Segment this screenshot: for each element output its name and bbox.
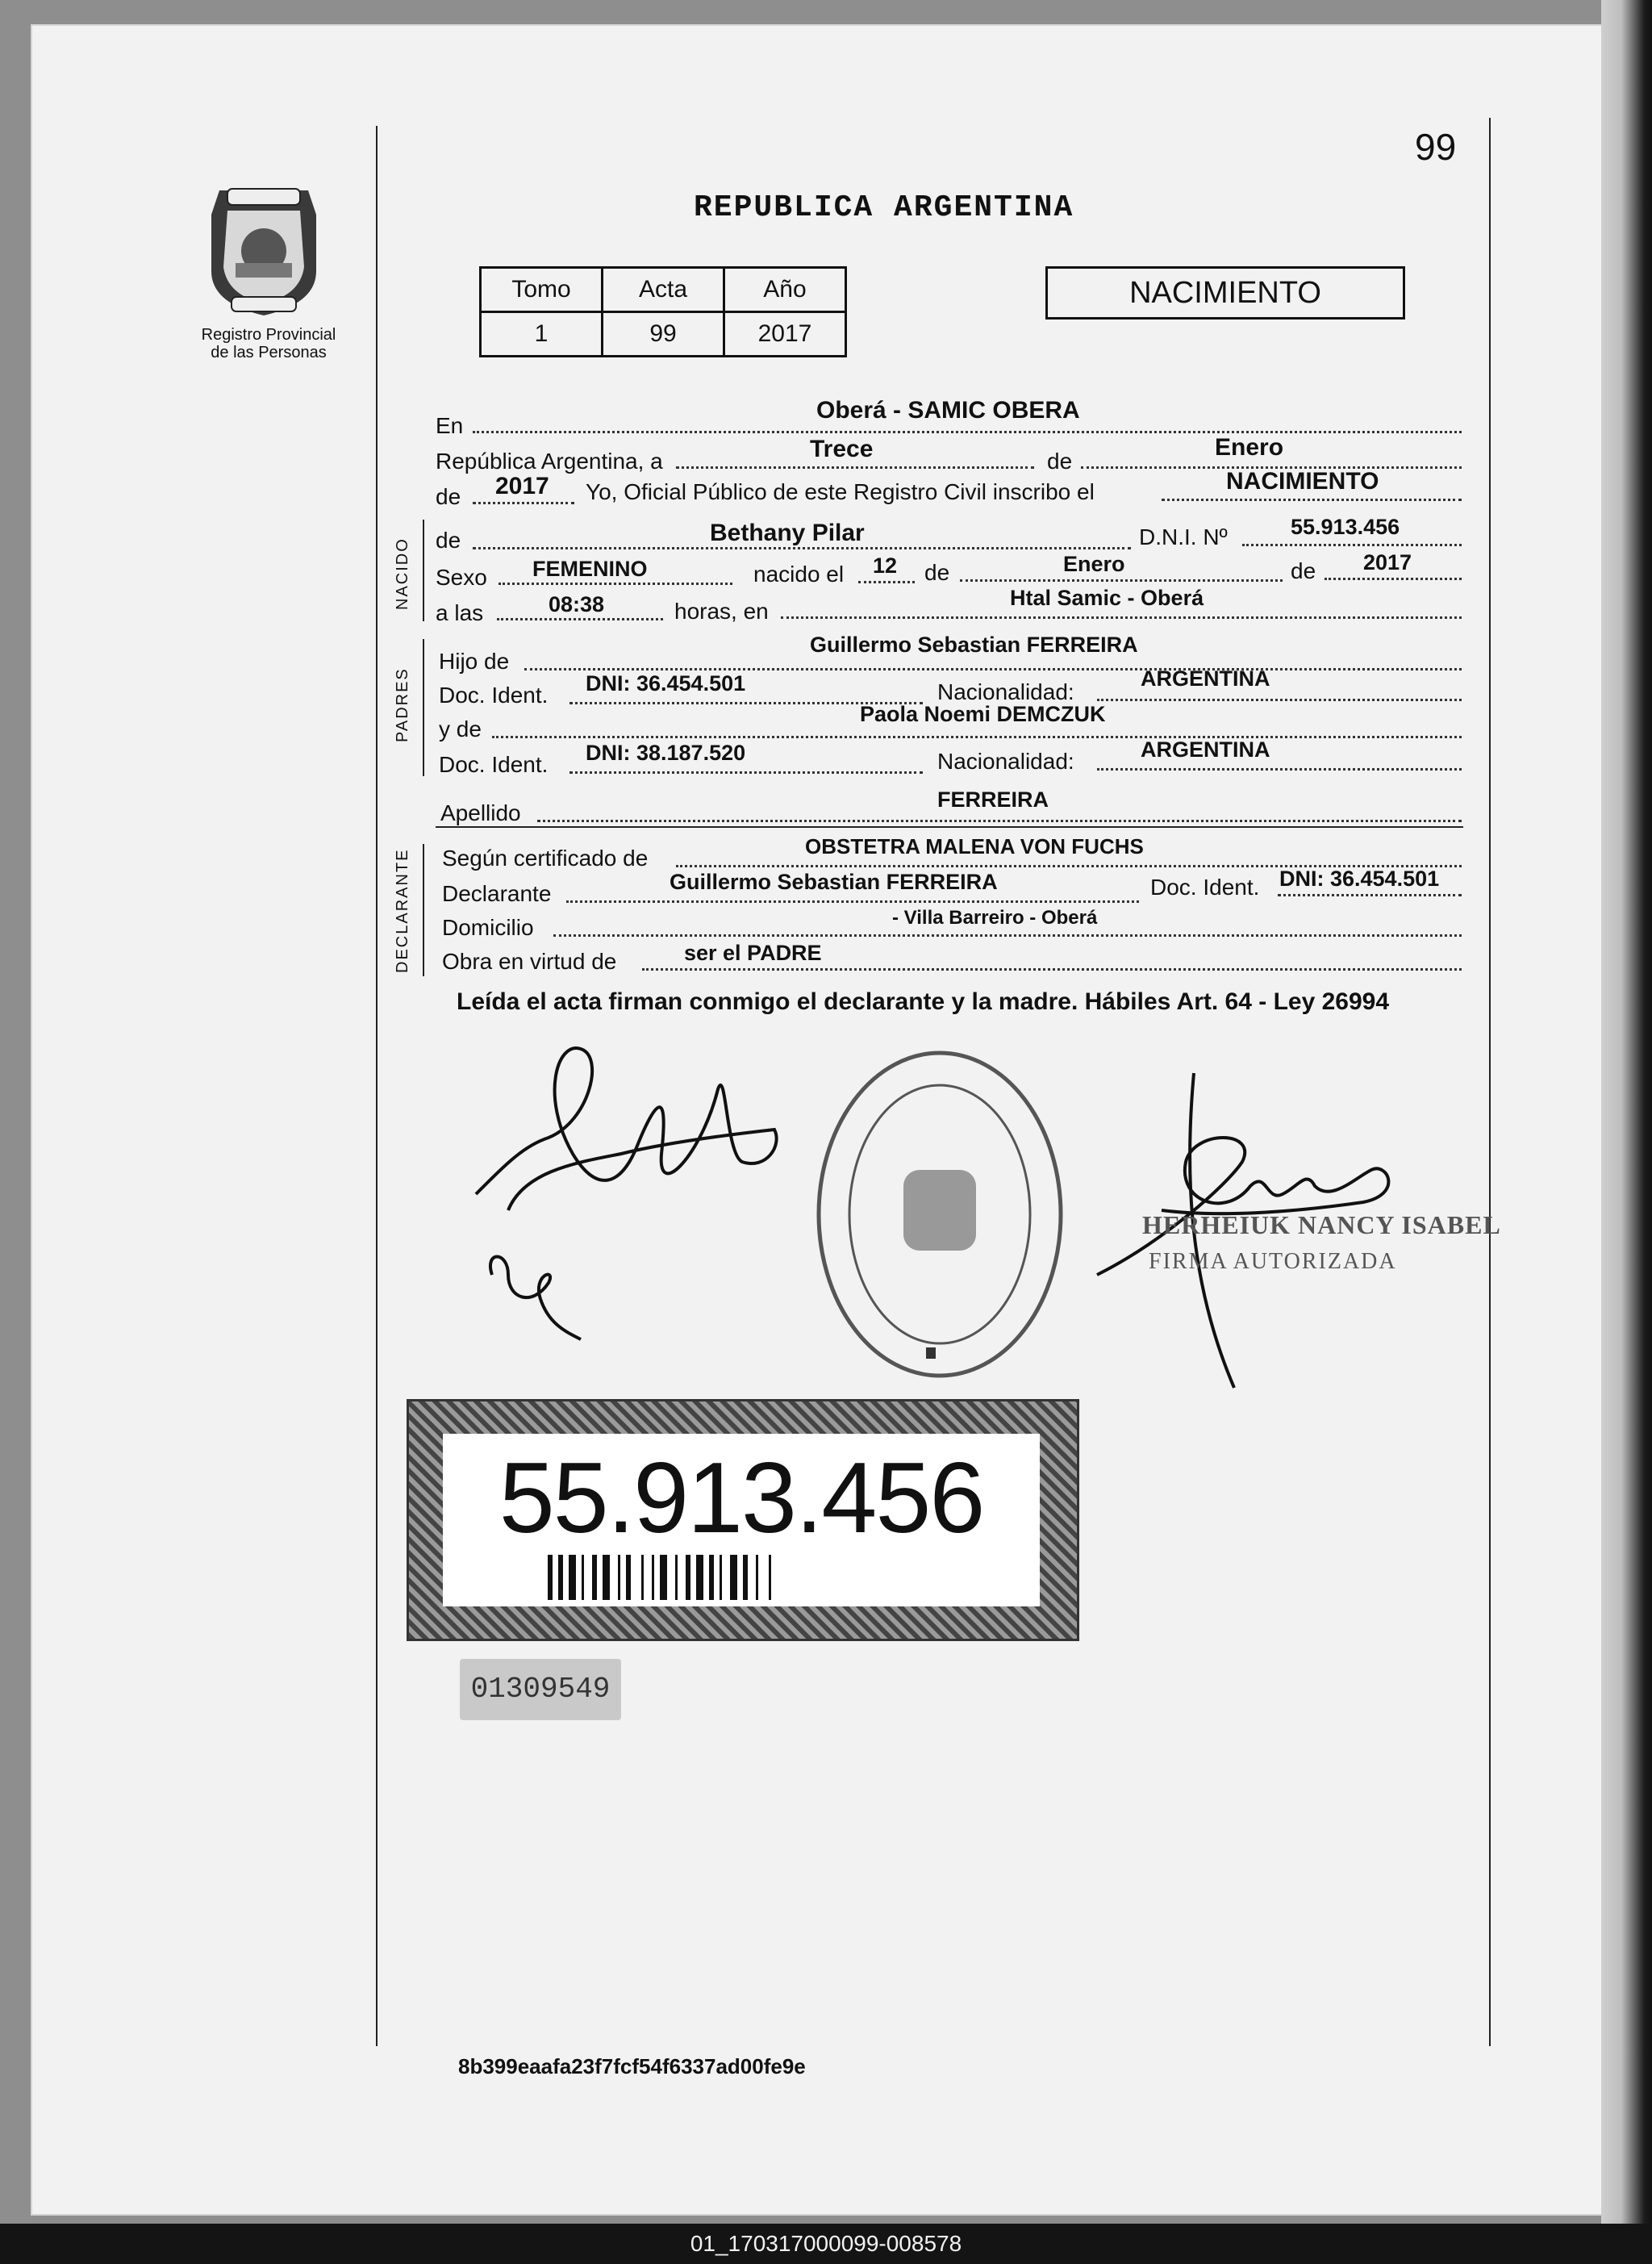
apellido-dotline: [537, 820, 1462, 822]
nacido-el-label: nacido el: [753, 562, 845, 587]
value-tomo: 1: [481, 312, 603, 357]
republica-label: República Argentina, a: [436, 449, 663, 474]
declarante-doc-value: DNI: 36.454.501: [1279, 867, 1440, 891]
father-doc-value: DNI: 36.454.501: [586, 671, 746, 695]
mother-name: Paola Noemi DEMCZUK: [860, 702, 1106, 726]
nacido-de-label2: de: [924, 560, 950, 585]
domicilio-dotline: [553, 934, 1462, 937]
value-ano: 2017: [724, 312, 846, 357]
barcode-label: [407, 1399, 1079, 1641]
apellido-rule: [436, 826, 1463, 828]
declarante-doc-label: Doc. Ident.: [1150, 875, 1260, 900]
logo-caption-line1: Registro Provincial: [201, 326, 336, 344]
segun-label: Según certificado de: [442, 846, 649, 871]
registry-header-row: [481, 268, 846, 312]
logo-caption: [179, 326, 358, 361]
father-nac-value: ARGENTINA: [1141, 666, 1270, 691]
birth-month-dotline: [960, 579, 1283, 582]
hijo-de-label: Hijo de: [439, 649, 510, 674]
barcode-number: 55.913.456: [499, 1443, 984, 1554]
birth-month-value: Enero: [1063, 552, 1125, 576]
padres-bracket: [423, 639, 424, 776]
birth-day-dotline: [858, 581, 915, 583]
year-dotline: [473, 502, 574, 504]
mother-nac-dotline: [1097, 768, 1462, 771]
day-value: Trece: [810, 436, 874, 462]
en-dotline: [473, 431, 1462, 433]
misiones-coat-of-arms-logo: [203, 182, 324, 320]
dni-label: D.N.I. Nº: [1139, 524, 1228, 549]
sexo-label: Sexo: [436, 565, 487, 590]
father-dotline: [524, 668, 1462, 670]
mother-dotline: [492, 736, 1462, 738]
official-stamp: [807, 1041, 1073, 1388]
nacido-de-label: de: [436, 528, 461, 553]
nacido-de-label3: de: [1291, 558, 1316, 583]
obra-value: ser el PADRE: [684, 941, 822, 965]
month-value: Enero: [1215, 434, 1284, 461]
document-title: REPUBLICA ARGENTINA: [694, 190, 1074, 225]
sexo-value: FEMENINO: [532, 557, 648, 581]
en-value: Oberá - SAMIC OBERA: [816, 397, 1080, 424]
sexo-dotline: [499, 583, 732, 585]
dni-dotline: [1242, 544, 1462, 546]
declarante-doc-dotline: [1278, 894, 1462, 896]
nacido-section-label: NACIDO: [394, 537, 411, 610]
registry-value-row: [481, 312, 846, 357]
registry-table: [479, 266, 847, 357]
mother-doc-dotline: [569, 771, 923, 774]
baby-name: Bethany Pilar: [710, 520, 865, 546]
dni-value: 55.913.456: [1291, 515, 1400, 539]
segun-value: OBSTETRA MALENA VON FUCHS: [805, 834, 1144, 858]
father-nac-label: Nacionalidad:: [937, 679, 1074, 704]
birth-year-dotline: [1325, 578, 1462, 580]
hour-value: 08:38: [549, 592, 605, 616]
father-name: Guillermo Sebastian FERREIRA: [810, 633, 1138, 657]
year-value: 2017: [495, 473, 549, 499]
serial-number: 01309549: [460, 1659, 621, 1720]
closing-statement: Leída el acta firman conmigo el declarante y la madre. Hábiles Art. 64 - Ley 26994: [457, 988, 1390, 1015]
obra-dotline: [642, 968, 1462, 971]
apellido-value: FERREIRA: [937, 787, 1049, 812]
padres-section-label: PADRES: [394, 667, 411, 742]
page-number: 99: [1415, 126, 1457, 168]
birth-day-value: 12: [873, 553, 898, 578]
inscribo-value: NACIMIENTO: [1226, 468, 1379, 495]
birth-place-value: Htal Samic - Oberá: [1010, 586, 1204, 610]
footer-id-bar: 01_170317000099-008578: [0, 2224, 1652, 2264]
a-las-label: a las: [436, 600, 484, 625]
logo-caption-line2: de las Personas: [211, 344, 327, 361]
declarante-section-label: DECLARANTE: [394, 848, 411, 973]
oficial-text: Yo, Oficial Público de este Registro Civil inscribo el: [586, 479, 1095, 504]
birth-year-value: 2017: [1363, 550, 1412, 574]
father-doc-label: Doc. Ident.: [439, 683, 549, 708]
mother-nac-label: Nacionalidad:: [937, 749, 1074, 774]
place-dotline: [781, 616, 1462, 619]
domicilio-label: Domicilio: [442, 915, 534, 940]
obra-label: Obra en virtud de: [442, 949, 617, 974]
left-margin-line: [376, 126, 378, 2046]
barcode-bars: [548, 1555, 935, 1600]
declarante-dotline: [566, 900, 1139, 903]
document-type-box: NACIMIENTO: [1045, 266, 1405, 320]
domicilio-value: - Villa Barreiro - Oberá: [892, 907, 1098, 929]
right-margin-line: [1489, 118, 1491, 2046]
authority-role: FIRMA AUTORIZADA: [1149, 1249, 1397, 1274]
mother-doc-value: DNI: 38.187.520: [586, 741, 746, 765]
document-hash: 8b399eaafa23f7fcf54f6337ad00fe9e: [458, 2054, 806, 2078]
page-edge: [1601, 0, 1652, 2264]
declarante-bracket: [423, 844, 424, 976]
y-de-label: y de: [439, 716, 482, 741]
hour-dotline: [497, 618, 663, 620]
barcode-panel: [443, 1434, 1040, 1606]
header-acta: Acta: [603, 268, 724, 312]
day-dotline: [676, 466, 1034, 469]
value-acta: 99: [603, 312, 724, 357]
mother-doc-label: Doc. Ident.: [439, 752, 549, 777]
en-label: En: [436, 413, 464, 438]
nacido-bracket: [423, 520, 424, 621]
declarant-signature: [460, 1033, 799, 1372]
declarante-value: Guillermo Sebastian FERREIRA: [670, 870, 998, 894]
authority-name: HERHEIUK NANCY ISABEL: [1142, 1210, 1501, 1239]
inscribo-dotline: [1162, 499, 1462, 501]
mother-nac-value: ARGENTINA: [1141, 737, 1270, 762]
de2-label: de: [436, 484, 461, 509]
father-nac-dotline: [1097, 699, 1462, 701]
de-label: de: [1047, 449, 1073, 474]
header-tomo: Tomo: [481, 268, 603, 312]
header-ano: Año: [724, 268, 846, 312]
apellido-label: Apellido: [440, 800, 521, 825]
horas-label: horas, en: [674, 599, 769, 624]
declarante-label: Declarante: [442, 881, 552, 906]
name-dotline: [473, 547, 1131, 549]
